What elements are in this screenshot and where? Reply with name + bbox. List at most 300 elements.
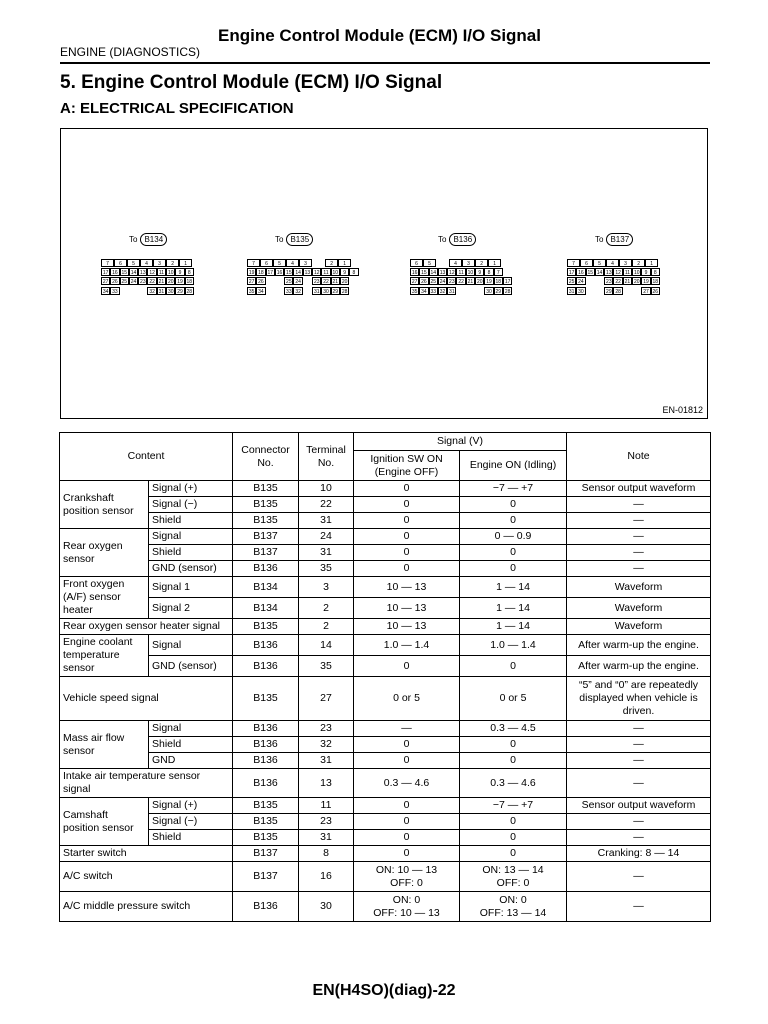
pin-cell: 28 — [504, 289, 511, 295]
row-connector: B136 — [233, 753, 299, 769]
row-ign-on: 0 — [354, 846, 460, 862]
row-ign-on: 0 — [354, 814, 460, 830]
pin-gap — [436, 259, 449, 267]
row-group: Engine coolant temperature sensor — [60, 635, 149, 677]
pin-cell: 6 — [114, 259, 127, 267]
row-eng-on: 0 — [460, 737, 567, 753]
row-connector: B135 — [233, 677, 299, 721]
row-ign-on: 0 — [354, 656, 460, 677]
pin-gap — [595, 287, 604, 295]
row-connector: B135 — [233, 513, 299, 529]
pin-row — [410, 268, 503, 276]
row-note: — — [567, 769, 711, 798]
pin-cell: 8 — [484, 268, 493, 276]
pin-cell: 27 — [102, 279, 109, 285]
row-ign-on: ON: 10 — 13 OFF: 0 — [354, 862, 460, 892]
pin-cell: 3 — [619, 259, 632, 267]
pin-cell: 18 — [186, 279, 193, 285]
row-terminal: 24 — [299, 529, 354, 545]
row-note: — — [567, 737, 711, 753]
pin-cell: 26 — [421, 279, 427, 285]
pin-cell: 31 — [313, 289, 320, 295]
pin-cell: 8 — [185, 268, 194, 276]
pin-cell: 5 — [127, 259, 140, 267]
row-terminal: 31 — [299, 513, 354, 529]
row-ign-on: — — [354, 721, 460, 737]
pin-cell: 33 — [112, 289, 118, 295]
pin-gap — [266, 287, 275, 295]
pin-row — [567, 259, 658, 267]
row-group: Camshaft position sensor — [60, 798, 149, 846]
pin-cell: 5 — [423, 259, 436, 267]
row-terminal: 35 — [299, 656, 354, 677]
pin-gap — [129, 287, 138, 295]
pin-gap — [275, 287, 284, 295]
row-connector: B136 — [233, 561, 299, 577]
pin-cell: 15 — [286, 270, 292, 276]
pin-cell: 28 — [186, 289, 193, 295]
row-connector: B136 — [233, 721, 299, 737]
row-connector: B136 — [233, 769, 299, 798]
header-section: ENGINE (DIAGNOSTICS) — [60, 45, 201, 59]
pin-gap — [456, 287, 465, 295]
connector-to-text: To — [438, 235, 447, 244]
pin-cell: 1 — [645, 259, 658, 267]
row-eng-on: 0 — [460, 656, 567, 677]
row-connector: B136 — [233, 892, 299, 922]
pin-cell: 4 — [286, 259, 299, 267]
row-sub-content: Signal — [149, 635, 233, 656]
row-ign-on: 0 — [354, 529, 460, 545]
row-sub-content: Shield — [149, 513, 233, 529]
pin-cell: 3 — [299, 259, 312, 267]
row-terminal: 31 — [299, 753, 354, 769]
row-connector: B136 — [233, 737, 299, 753]
row-terminal: 31 — [299, 545, 354, 561]
row-sub-content: Shield — [149, 545, 233, 561]
pin-row — [410, 277, 512, 285]
figure-code: EN-01812 — [662, 405, 703, 415]
pin-cell: 25 — [568, 279, 575, 285]
pin-cell: 18 — [495, 279, 502, 285]
pin-cell: 10 — [633, 270, 640, 276]
row-note: — — [567, 892, 711, 922]
row-sub-content: Signal (+) — [149, 481, 233, 497]
pin-cell: 1 — [338, 259, 351, 267]
pin-row — [101, 287, 194, 295]
pin-gap — [632, 287, 641, 295]
pin-cell: 22 — [323, 279, 329, 285]
pin-cell: 24 — [439, 279, 446, 285]
pin-cell: 3 — [462, 259, 475, 267]
pin-cell: 1 — [179, 259, 192, 267]
row-note: Cranking: 8 — 14 — [567, 846, 711, 862]
connector-figure — [60, 128, 708, 419]
pin-cell: 4 — [140, 259, 153, 267]
pin-row — [567, 268, 660, 276]
row-connector: B135 — [233, 814, 299, 830]
table-row — [60, 892, 711, 922]
row-sub-content: Signal (+) — [149, 798, 233, 814]
row-eng-on: ON: 13 — 14 OFF: 0 — [460, 862, 567, 892]
pin-cell: 12 — [313, 270, 320, 276]
header-rule — [60, 62, 710, 64]
pin-cell: 25 — [121, 279, 128, 285]
pin-cell: 3 — [153, 259, 166, 267]
row-ign-on: ON: 0 OFF: 10 — 13 — [354, 892, 460, 922]
row-terminal: 11 — [299, 798, 354, 814]
pin-gap — [303, 277, 312, 285]
pin-cell: 13 — [304, 270, 311, 276]
pin-cell: 23 — [449, 279, 455, 285]
row-note: Waveform — [567, 598, 711, 619]
pin-cell: 17 — [568, 270, 575, 276]
row-terminal: 27 — [299, 677, 354, 721]
pin-cell: 5 — [593, 259, 606, 267]
row-sub-content: GND — [149, 753, 233, 769]
pin-gap — [138, 287, 147, 295]
row-eng-on: 1 — 14 — [460, 577, 567, 598]
pin-cell: 21 — [467, 279, 474, 285]
pin-cell: 22 — [615, 279, 621, 285]
row-connector: B135 — [233, 830, 299, 846]
pin-cell: 20 — [341, 279, 348, 285]
pin-cell: 20 — [476, 279, 483, 285]
connector-label — [129, 233, 167, 246]
pin-cell: 12 — [615, 270, 621, 276]
pin-cell: 16 — [112, 270, 118, 276]
row-note: — — [567, 561, 711, 577]
pin-cell: 16 — [276, 270, 283, 276]
pin-cell: 2 — [475, 259, 488, 267]
pin-cell: 26 — [112, 279, 118, 285]
pin-gap — [312, 259, 325, 267]
pin-cell: 32 — [295, 289, 301, 295]
pin-cell: 9 — [340, 268, 349, 276]
pin-row — [247, 287, 349, 295]
pin-cell: 16 — [578, 270, 584, 276]
connector-id-badge: B137 — [606, 233, 633, 246]
row-note: — — [567, 721, 711, 737]
pin-gap — [586, 277, 595, 285]
table-row — [60, 737, 711, 753]
header-ign-on: Ignition SW ON (Engine OFF) — [354, 451, 460, 481]
row-ign-on: 10 — 13 — [354, 598, 460, 619]
row-ign-on: 0 — [354, 830, 460, 846]
pin-cell: 27 — [643, 289, 649, 295]
table-row — [60, 862, 711, 892]
pin-cell: 13 — [439, 270, 446, 276]
row-ign-on: 10 — 13 — [354, 619, 460, 635]
row-terminal: 14 — [299, 635, 354, 656]
row-eng-on: 0 — [460, 846, 567, 862]
row-note: Sensor output waveform — [567, 798, 711, 814]
row-eng-on: 0 or 5 — [460, 677, 567, 721]
row-ign-on: 0.3 — 4.6 — [354, 769, 460, 798]
pin-cell: 14 — [130, 270, 137, 276]
row-eng-on: 0 — [460, 830, 567, 846]
row-eng-on: 1 — 14 — [460, 598, 567, 619]
pin-cell: 21 — [624, 279, 631, 285]
pin-cell: 15 — [121, 270, 128, 276]
pin-cell: 29 — [332, 289, 339, 295]
pin-cell: 14 — [430, 270, 437, 276]
pin-gap — [266, 277, 275, 285]
table-row — [60, 577, 711, 598]
pin-cell: 21 — [158, 279, 165, 285]
pin-gap — [475, 287, 484, 295]
pin-cell: 31 — [449, 289, 455, 295]
pin-cell: 7 — [494, 268, 503, 276]
pin-cell: 13 — [140, 270, 146, 276]
row-sub-content: GND (sensor) — [149, 656, 233, 677]
pin-cell: 34 — [258, 289, 264, 295]
pin-cell: 35 — [411, 289, 418, 295]
row-sub-content: Signal — [149, 529, 233, 545]
row-content: Starter switch — [60, 846, 233, 862]
row-eng-on: 1 — 14 — [460, 619, 567, 635]
pin-cell: 29 — [495, 289, 502, 295]
table-row — [60, 529, 711, 545]
pin-cell: 32 — [149, 289, 155, 295]
pin-row — [101, 277, 194, 285]
section-title: 5. Engine Control Module (ECM) I/O Signal — [60, 72, 443, 93]
pin-gap — [466, 287, 475, 295]
row-connector: B137 — [233, 529, 299, 545]
table-row — [60, 481, 711, 497]
pin-cell: 34 — [102, 289, 109, 295]
pin-cell: 8 — [651, 268, 660, 276]
pin-cell: 2 — [166, 259, 179, 267]
pin-cell: 11 — [157, 268, 166, 276]
pin-row — [247, 259, 351, 267]
row-terminal: 23 — [299, 721, 354, 737]
row-note: Waveform — [567, 577, 711, 598]
pin-cell: 9 — [175, 268, 184, 276]
pin-cell: 19 — [177, 279, 183, 285]
row-note: — — [567, 862, 711, 892]
table-row — [60, 513, 711, 529]
row-note: — — [567, 497, 711, 513]
header-eng-on: Engine ON (Idling) — [460, 451, 567, 481]
row-connector: B135 — [233, 798, 299, 814]
table-row — [60, 846, 711, 862]
row-ign-on: 0 or 5 — [354, 677, 460, 721]
pin-cell: 33 — [286, 289, 292, 295]
pin-gap — [303, 287, 312, 295]
row-note: After warm-up the engine. — [567, 656, 711, 677]
row-eng-on: 0 — 0.9 — [460, 529, 567, 545]
connector-label — [275, 233, 313, 246]
pin-cell: 28 — [341, 289, 348, 295]
pin-cell: 12 — [449, 270, 455, 276]
pin-cell: 22 — [149, 279, 155, 285]
row-group: Crankshaft position sensor — [60, 481, 149, 529]
pin-cell: 15 — [421, 270, 427, 276]
pin-row — [247, 268, 359, 276]
pin-gap — [586, 287, 595, 295]
table-row — [60, 798, 711, 814]
row-eng-on: 1.0 — 1.4 — [460, 635, 567, 656]
pin-cell: 15 — [587, 270, 594, 276]
row-terminal: 31 — [299, 830, 354, 846]
spec-table — [59, 432, 711, 922]
pin-cell: 22 — [458, 279, 464, 285]
pin-cell: 10 — [167, 270, 174, 276]
pin-cell: 30 — [323, 289, 329, 295]
pin-cell: 4 — [449, 259, 462, 267]
row-eng-on: 0.3 — 4.6 — [460, 769, 567, 798]
row-eng-on: 0 — [460, 753, 567, 769]
page-footer: EN(H4SO)(diag)-22 — [312, 982, 456, 999]
pin-cell: 31 — [568, 289, 575, 295]
pin-cell: 19 — [643, 279, 649, 285]
pin-cell: 4 — [606, 259, 619, 267]
pin-row — [567, 277, 660, 285]
table-row — [60, 598, 711, 619]
pin-cell: 16 — [411, 270, 418, 276]
table-row — [60, 545, 711, 561]
row-group: Rear oxygen sensor — [60, 529, 149, 577]
pin-cell: 10 — [332, 270, 339, 276]
row-note: — — [567, 545, 711, 561]
pin-cell: 33 — [430, 289, 437, 295]
pin-cell: 34 — [421, 289, 427, 295]
pin-cell: 11 — [623, 268, 632, 276]
row-terminal: 8 — [299, 846, 354, 862]
pin-cell: 6 — [580, 259, 593, 267]
header-signal: Signal (V) — [354, 433, 567, 451]
row-ign-on: 0 — [354, 753, 460, 769]
row-ign-on: 0 — [354, 798, 460, 814]
table-row — [60, 619, 711, 635]
header-connector: Connector No. — [233, 433, 299, 481]
row-content: Intake air temperature sensor signal — [60, 769, 233, 798]
row-ign-on: 0 — [354, 481, 460, 497]
pin-cell: 7 — [101, 259, 114, 267]
row-terminal: 22 — [299, 497, 354, 513]
pin-cell: 32 — [439, 289, 446, 295]
pin-cell: 27 — [248, 279, 255, 285]
pin-cell: 14 — [596, 270, 603, 276]
pin-cell: 17 — [102, 270, 109, 276]
row-eng-on: −7 — +7 — [460, 798, 567, 814]
row-terminal: 32 — [299, 737, 354, 753]
pin-cell: 6 — [410, 259, 423, 267]
row-group: Mass air flow sensor — [60, 721, 149, 769]
row-ign-on: 0 — [354, 513, 460, 529]
row-connector: B134 — [233, 598, 299, 619]
pin-cell: 20 — [633, 279, 640, 285]
pin-cell: 21 — [332, 279, 339, 285]
pin-gap — [275, 277, 284, 285]
pin-cell: 7 — [567, 259, 580, 267]
header-title: Engine Control Module (ECM) I/O Signal — [218, 26, 541, 45]
pin-cell: 26 — [652, 289, 659, 295]
pin-cell: 7 — [247, 259, 260, 267]
connector-to-text: To — [275, 235, 284, 244]
row-ign-on: 0 — [354, 737, 460, 753]
pin-cell: 23 — [313, 279, 320, 285]
pin-gap — [120, 287, 129, 295]
row-note: — — [567, 814, 711, 830]
row-connector: B136 — [233, 656, 299, 677]
pin-cell: 23 — [140, 279, 146, 285]
row-note: — — [567, 529, 711, 545]
row-sub-content: Shield — [149, 737, 233, 753]
pin-cell: 12 — [149, 270, 155, 276]
header-note: Note — [567, 433, 711, 481]
pin-cell: 19 — [486, 279, 492, 285]
pin-cell: 17 — [504, 279, 511, 285]
row-terminal: 23 — [299, 814, 354, 830]
row-eng-on: 0 — [460, 814, 567, 830]
pin-cell: 30 — [486, 289, 492, 295]
pin-cell: 11 — [321, 268, 330, 276]
row-terminal: 16 — [299, 862, 354, 892]
table-row — [60, 721, 711, 737]
table-row — [60, 677, 711, 721]
row-terminal: 10 — [299, 481, 354, 497]
pin-row — [101, 268, 194, 276]
row-ign-on: 0 — [354, 545, 460, 561]
row-note: Waveform — [567, 619, 711, 635]
connector-label — [595, 233, 633, 246]
row-content: Vehicle speed signal — [60, 677, 233, 721]
row-eng-on: ON: 0 OFF: 13 — 14 — [460, 892, 567, 922]
row-eng-on: 0 — [460, 545, 567, 561]
row-ign-on: 0 — [354, 561, 460, 577]
pin-cell: 26 — [258, 279, 264, 285]
pin-row — [247, 277, 349, 285]
row-note: After warm-up the engine. — [567, 635, 711, 656]
row-content: A/C middle pressure switch — [60, 892, 233, 922]
row-ign-on: 1.0 — 1.4 — [354, 635, 460, 656]
row-sub-content: Signal (−) — [149, 497, 233, 513]
pin-cell: 35 — [248, 289, 255, 295]
pin-cell: 25 — [430, 279, 437, 285]
pin-cell: 5 — [273, 259, 286, 267]
row-ign-on: 0 — [354, 497, 460, 513]
pin-cell: 10 — [467, 270, 474, 276]
row-terminal: 3 — [299, 577, 354, 598]
table-row — [60, 753, 711, 769]
pin-cell: 27 — [411, 279, 418, 285]
row-note: — — [567, 513, 711, 529]
header-terminal: Terminal No. — [299, 433, 354, 481]
pin-cell: 2 — [325, 259, 338, 267]
row-connector: B135 — [233, 497, 299, 513]
row-connector: B137 — [233, 545, 299, 561]
pin-gap — [595, 277, 604, 285]
row-connector: B137 — [233, 846, 299, 862]
row-sub-content: Signal 1 — [149, 577, 233, 598]
pin-cell: 18 — [652, 279, 659, 285]
connector-id-badge: B135 — [286, 233, 313, 246]
pin-row — [410, 287, 512, 295]
pin-cell: 9 — [641, 268, 650, 276]
row-note: “5” and “0” are repeatedly displayed when vehicle is driven. — [567, 677, 711, 721]
row-eng-on: 0 — [460, 497, 567, 513]
row-eng-on: 0.3 — 4.5 — [460, 721, 567, 737]
pin-cell: 28 — [615, 289, 621, 295]
row-ign-on: 10 — 13 — [354, 577, 460, 598]
pin-cell: 11 — [456, 268, 465, 276]
pin-row — [410, 259, 501, 267]
row-terminal: 2 — [299, 598, 354, 619]
pin-cell: 2 — [632, 259, 645, 267]
pin-cell: 25 — [286, 279, 292, 285]
